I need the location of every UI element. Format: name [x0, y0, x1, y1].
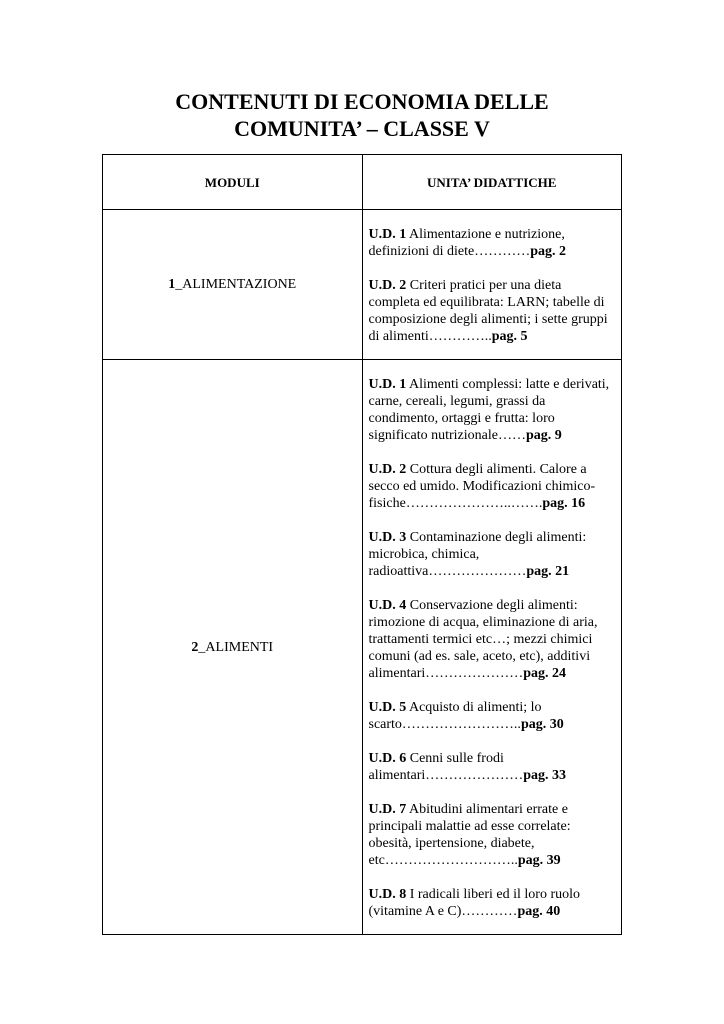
unit-item	[369, 750, 614, 784]
module-cell	[103, 210, 363, 360]
module-row-1	[103, 210, 622, 360]
unit-page: pag. 21	[526, 564, 570, 579]
unit-page: pag. 40	[517, 904, 561, 919]
unit-item	[369, 801, 614, 869]
unit-text: I radicali liberi ed il loro ruolo (vitamine A e C)…………	[368, 887, 581, 919]
unit-code: U.D. 4	[368, 598, 407, 613]
unit-code: U.D. 8	[368, 887, 407, 902]
unit-code: U.D. 3	[368, 530, 407, 545]
unit-page: pag. 5	[491, 329, 528, 344]
module-number: 1	[168, 277, 176, 292]
unit-text: Criteri pratici per una dieta completa ed equilibrata: LARN; tabelle di composizione degli alimenti; i sette gruppi di alimenti…………..	[368, 278, 608, 344]
unit-text: Alimenti complessi: latte e derivati, carne, cereali, legumi, grassi da condimento, ortaggi e frutta: loro significato nutrizionale……	[368, 377, 610, 443]
unit-item	[369, 376, 614, 444]
unit-text: Contaminazione degli alimenti: microbica, chimica, radioattiva…………………	[368, 530, 587, 579]
unit-item	[369, 461, 614, 512]
unit-page: pag. 39	[517, 853, 561, 868]
header-unita: UNITA’ DIDATTICHE	[362, 155, 622, 210]
unit-item	[369, 699, 614, 733]
unit-code: U.D. 1	[368, 377, 407, 392]
unit-page: pag. 9	[525, 428, 562, 443]
title-line-1: CONTENUTI DI ECONOMIA DELLE	[175, 89, 549, 114]
module-name: _ALIMENTI	[198, 639, 274, 655]
module-name: _ALIMENTAZIONE	[175, 277, 297, 292]
unit-text: Acquisto di alimenti; lo scarto……………………..	[368, 700, 542, 732]
unit-text: Abitudini alimentari errate e principali malattie ad esse correlate: obesità, ipertensione, diabete, etc………………………..	[368, 802, 571, 868]
module-number: 2	[191, 639, 199, 655]
module-cell	[103, 360, 363, 935]
unit-code: U.D. 6	[368, 751, 407, 766]
unit-item	[369, 226, 614, 260]
unit-code: U.D. 5	[368, 700, 407, 715]
unit-code: U.D. 7	[368, 802, 407, 817]
unit-text: Cenni sulle frodi alimentari…………………	[368, 751, 524, 783]
unit-code: U.D. 2	[368, 278, 407, 293]
page-title	[0, 88, 724, 142]
units-cell	[362, 360, 622, 935]
unit-item	[369, 597, 614, 682]
contents-table	[102, 154, 622, 935]
unit-item	[369, 886, 614, 920]
unit-page: pag. 16	[542, 496, 586, 511]
module-row-2	[103, 360, 622, 935]
title-line-2: COMUNITA’ – CLASSE V	[234, 116, 490, 141]
header-row	[103, 155, 622, 210]
unit-text: Conservazione degli alimenti: rimozione di acqua, eliminazione di aria, trattamenti termici etc…; mezzi chimici comuni (ad es. sale, aceto, etc), additivi alimentari…………………	[368, 598, 598, 681]
unit-code: U.D. 1	[368, 227, 407, 242]
header-moduli: MODULI	[103, 155, 363, 210]
unit-page: pag. 2	[530, 244, 567, 259]
unit-item	[369, 277, 614, 345]
unit-page: pag. 24	[523, 666, 567, 681]
unit-text: Alimentazione e nutrizione, definizioni di diete…………	[368, 227, 565, 259]
units-cell	[362, 210, 622, 360]
unit-page: pag. 33	[523, 768, 567, 783]
unit-page: pag. 30	[520, 717, 564, 732]
unit-item	[369, 529, 614, 580]
unit-code: U.D. 2	[368, 462, 407, 477]
unit-text: Cottura degli alimenti. Calore a secco ed umido. Modificazioni chimico-fisiche…………………..…….	[368, 462, 596, 511]
